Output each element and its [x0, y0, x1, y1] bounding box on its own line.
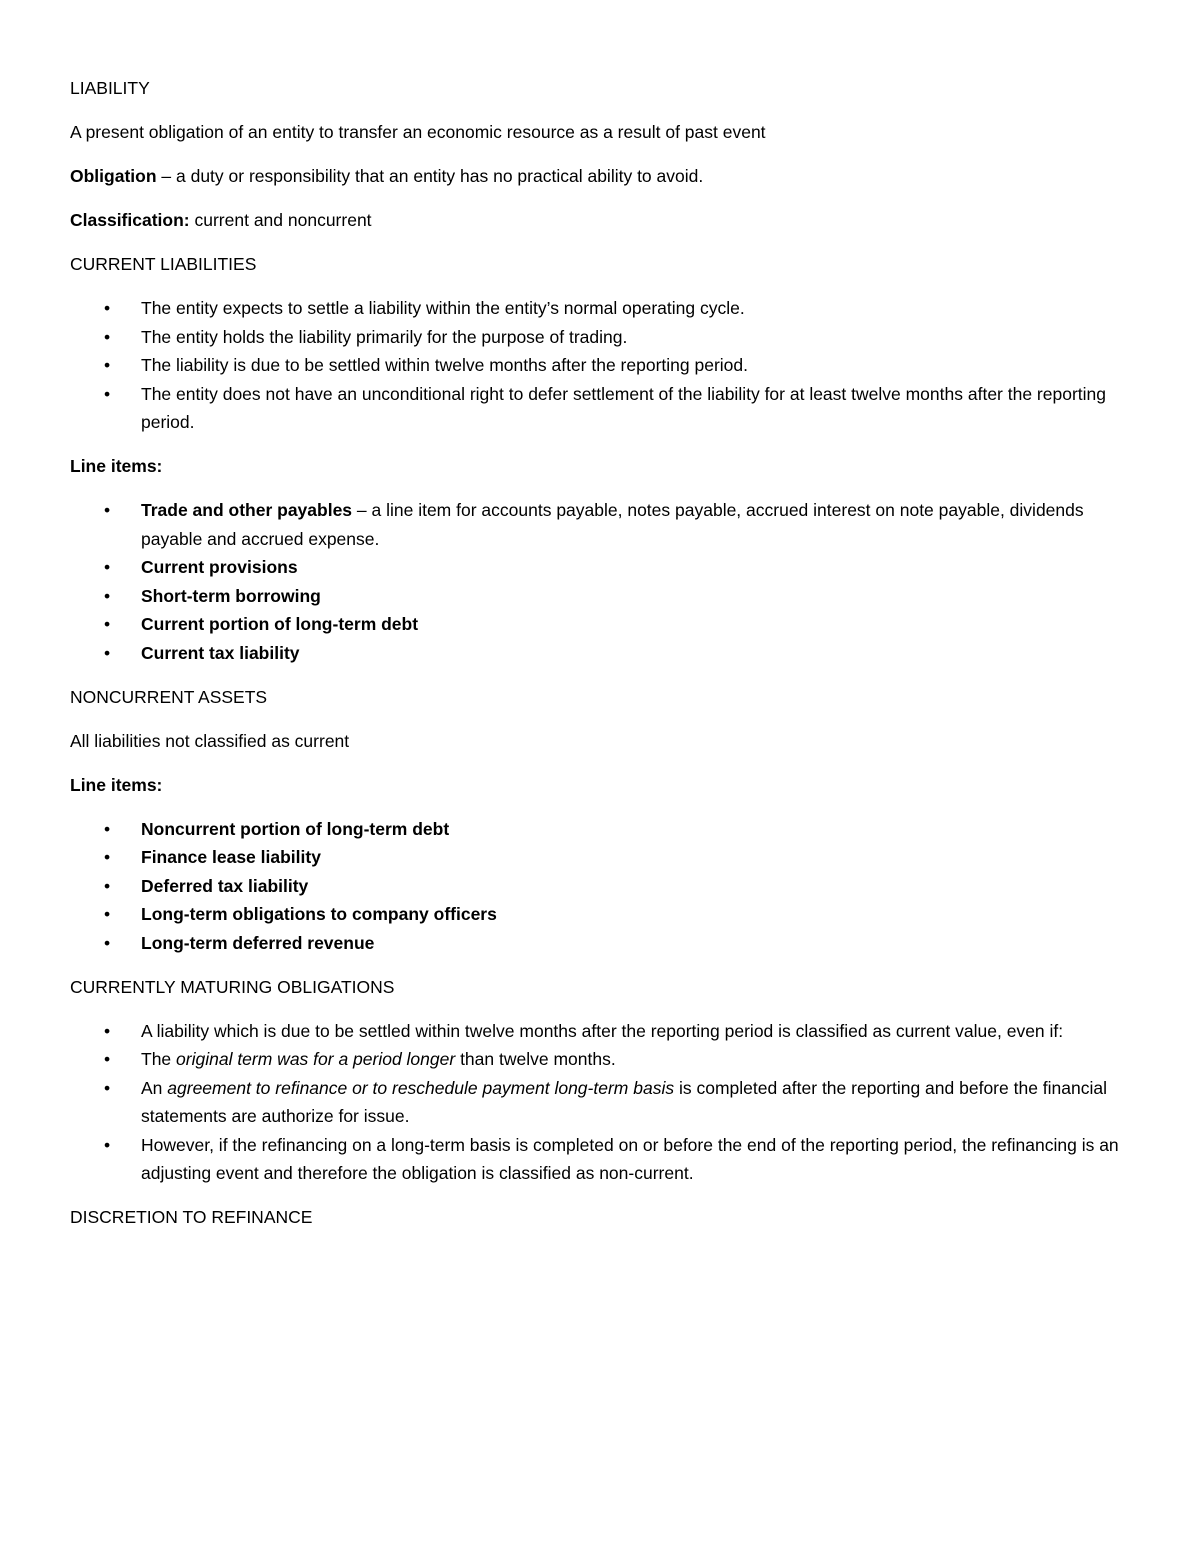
text-fragment: The: [141, 1049, 177, 1069]
list-item: • However, if the refinancing on a long-term basis is completed on or before the end of the reporting period, the refinancing is an adjusting event and therefore the obligation is classified as non-current.: [141, 1131, 1140, 1188]
current-line-items-list: [70, 496, 1140, 667]
italic-fragment: agreement to refinance or to reschedule payment long-term basis: [167, 1077, 675, 1098]
currently-maturing-list: [70, 1017, 1140, 1188]
heading-liability: LIABILITY: [70, 78, 150, 98]
list-item: • A liability which is due to be settled within twelve months after the reporting period is classified as current value, even if:: [141, 1017, 1140, 1046]
liability-definition: A present obligation of an entity to transfer an economic resource as a result of past event: [70, 122, 766, 142]
list-item: • The entity does not have an unconditional right to defer settlement of the liability for at least twelve months after the reporting period.: [141, 380, 1140, 437]
list-item: • Deferred tax liability: [141, 872, 1140, 901]
list-item: [141, 1074, 1140, 1131]
list-item: • Current portion of long-term debt: [141, 610, 1140, 639]
heading-discretion: DISCRETION TO REFINANCE: [70, 1207, 313, 1227]
obligation-definition: [70, 162, 1140, 191]
noncurrent-definition: All liabilities not classified as current: [70, 730, 350, 751]
italic-fragment: original term was for a period longer: [176, 1049, 456, 1069]
heading-noncurrent: NONCURRENT ASSETS: [70, 686, 268, 707]
heading-currently-maturing: CURRENTLY MATURING OBLIGATIONS: [70, 976, 395, 997]
list-item: • The entity holds the liability primarily for the purpose of trading.: [141, 323, 1140, 352]
list-item: • Long-term obligations to company officers: [141, 900, 1140, 929]
list-item: • Short-term borrowing: [141, 582, 1140, 611]
list-item: • Current tax liability: [141, 639, 1140, 668]
noncurrent-line-items-label: Line items:: [70, 774, 163, 795]
list-item: • Finance lease liability: [141, 843, 1140, 872]
obligation-text: – a duty or responsibility that an entity has no practical ability to avoid.: [156, 166, 704, 186]
list-item: • Long-term deferred revenue: [141, 929, 1140, 958]
heading-current-liabilities: CURRENT LIABILITIES: [70, 254, 257, 274]
classification-text: current and noncurrent: [189, 210, 372, 230]
list-item: • The liability is due to be settled within twelve months after the reporting period.: [141, 351, 1140, 380]
trade-payables-text: – a line item for accounts payable, notes payable, accrued interest on note payable, dividends payable and accrued expense.: [141, 500, 1084, 549]
document-page: [70, 74, 1140, 1247]
list-item: • Current provisions: [141, 553, 1140, 582]
list-item: [141, 496, 1140, 553]
text-fragment: is completed after the reporting and before the financial statements are authorize for issue.: [141, 1077, 1107, 1126]
current-criteria-list: [70, 294, 1140, 437]
list-item: • The entity expects to settle a liability within the entity’s normal operating cycle.: [141, 294, 1140, 323]
list-item: [141, 1045, 1140, 1074]
text-fragment: An: [141, 1077, 168, 1098]
line-items-label: Line items:: [70, 456, 163, 476]
obligation-term: Obligation: [70, 166, 157, 186]
classification-term: Classification:: [70, 210, 190, 230]
noncurrent-line-items-list: [70, 815, 1140, 958]
list-item: • Noncurrent portion of long-term debt: [141, 815, 1140, 844]
text-fragment: than twelve months.: [455, 1049, 616, 1069]
classification-line: [70, 206, 1140, 235]
trade-payables-term: Trade and other payables: [141, 500, 353, 520]
